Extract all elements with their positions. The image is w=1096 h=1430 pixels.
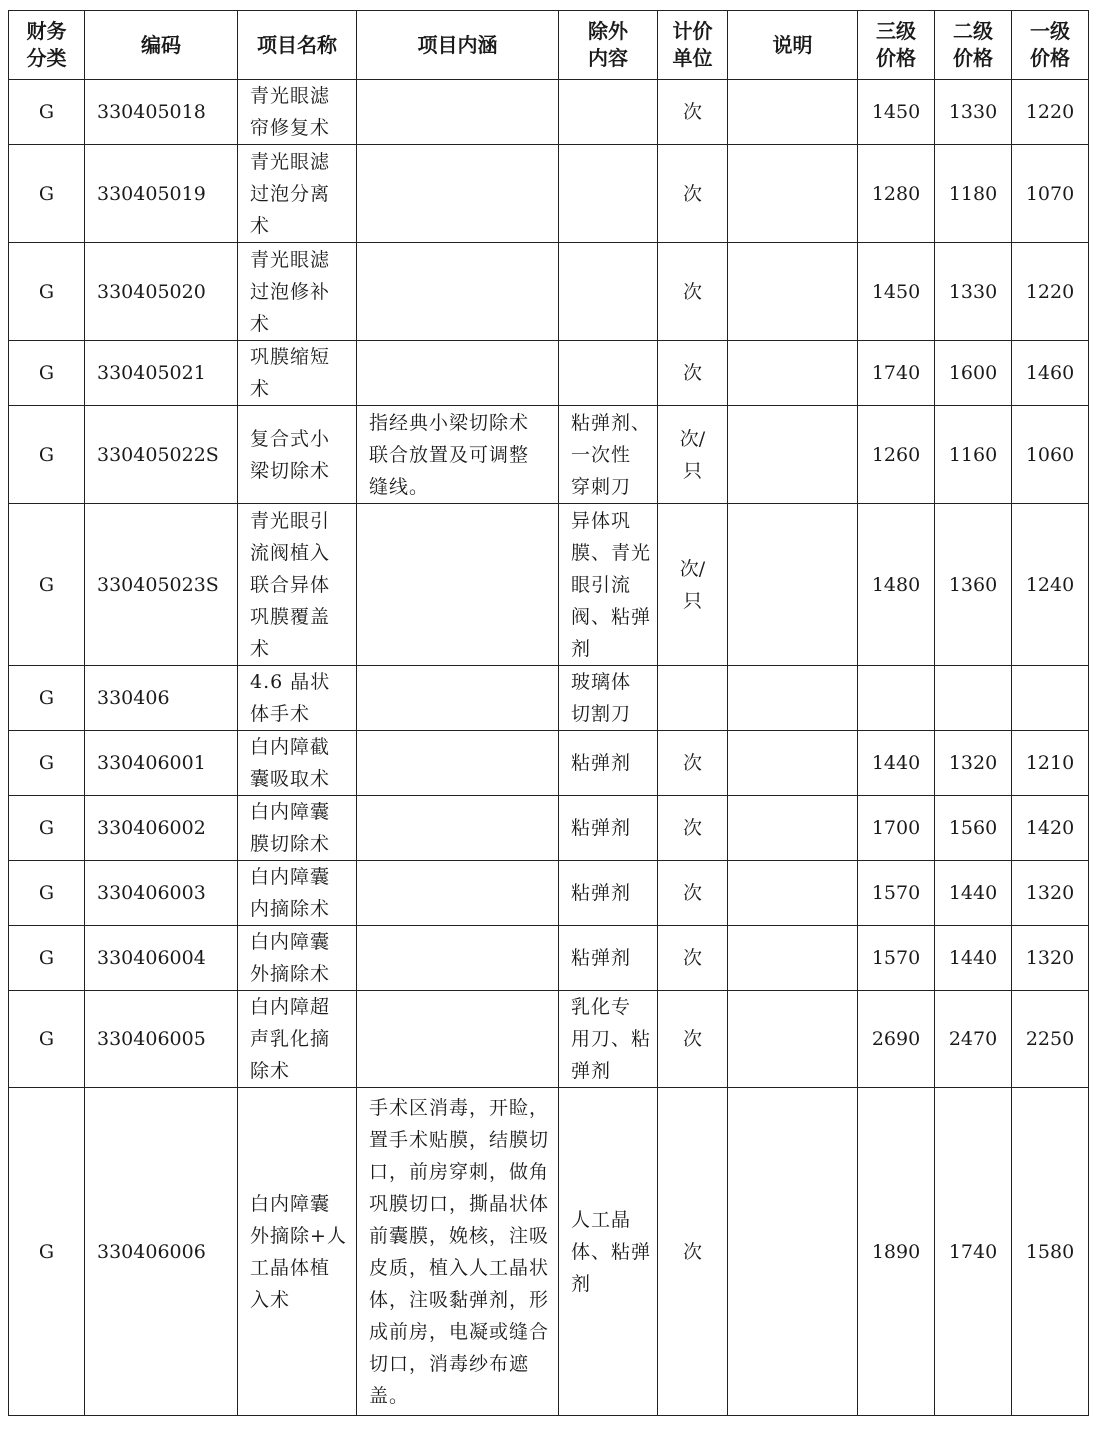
cell-unit: 次/ 只	[658, 504, 728, 666]
cell-price3	[858, 666, 935, 731]
cell-content	[357, 731, 559, 796]
cell-category: G	[9, 243, 85, 341]
header-excluded: 除外 内容	[559, 11, 658, 80]
cell-content	[357, 243, 559, 341]
cell-price1: 1220	[1012, 80, 1089, 145]
cell-excluded: 粘弹剂	[559, 861, 658, 926]
cell-unit: 次	[658, 1088, 728, 1416]
table-row	[9, 406, 1089, 504]
cell-code: 330406003	[85, 861, 238, 926]
cell-price2: 1600	[935, 341, 1012, 406]
cell-code: 330405018	[85, 80, 238, 145]
cell-excluded: 乳化专 用刀、粘 弹剂	[559, 991, 658, 1088]
cell-name: 白内障囊 外摘除+人 工晶体植 入术	[238, 1088, 357, 1416]
cell-note	[728, 80, 858, 145]
cell-price1: 1320	[1012, 926, 1089, 991]
cell-note	[728, 243, 858, 341]
cell-name: 白内障囊 膜切除术	[238, 796, 357, 861]
cell-category: G	[9, 1088, 85, 1416]
header-code: 编码	[85, 11, 238, 80]
header-price2: 二级 价格	[935, 11, 1012, 80]
header-price1: 一级 价格	[1012, 11, 1089, 80]
cell-category: G	[9, 861, 85, 926]
cell-content	[357, 926, 559, 991]
cell-unit: 次	[658, 80, 728, 145]
cell-price3: 1280	[858, 145, 935, 243]
cell-unit	[658, 666, 728, 731]
table-row	[9, 926, 1089, 991]
cell-price1: 1210	[1012, 731, 1089, 796]
cell-category: G	[9, 991, 85, 1088]
cell-unit: 次	[658, 926, 728, 991]
header-unit: 计价 单位	[658, 11, 728, 80]
cell-price3: 1890	[858, 1088, 935, 1416]
table-row	[9, 731, 1089, 796]
cell-content	[357, 666, 559, 731]
cell-price1: 1070	[1012, 145, 1089, 243]
table-row	[9, 80, 1089, 145]
header-note: 说明	[728, 11, 858, 80]
cell-name: 巩膜缩短 术	[238, 341, 357, 406]
cell-code: 330406004	[85, 926, 238, 991]
cell-price2: 1160	[935, 406, 1012, 504]
cell-excluded	[559, 243, 658, 341]
cell-price1: 1420	[1012, 796, 1089, 861]
cell-name: 青光眼滤 帘修复术	[238, 80, 357, 145]
cell-excluded	[559, 145, 658, 243]
cell-unit: 次	[658, 145, 728, 243]
cell-price3: 1450	[858, 243, 935, 341]
cell-excluded: 粘弹剂	[559, 926, 658, 991]
cell-price2: 1330	[935, 243, 1012, 341]
cell-code: 330405019	[85, 145, 238, 243]
cell-price2: 1360	[935, 504, 1012, 666]
cell-excluded: 玻璃体 切割刀	[559, 666, 658, 731]
cell-price1: 1060	[1012, 406, 1089, 504]
cell-code: 330406005	[85, 991, 238, 1088]
cell-price3: 2690	[858, 991, 935, 1088]
cell-note	[728, 145, 858, 243]
cell-price3: 1570	[858, 926, 935, 991]
cell-price1: 1580	[1012, 1088, 1089, 1416]
table-row	[9, 796, 1089, 861]
cell-price3: 1260	[858, 406, 935, 504]
cell-price2: 2470	[935, 991, 1012, 1088]
cell-excluded	[559, 80, 658, 145]
cell-price1: 1240	[1012, 504, 1089, 666]
cell-category: G	[9, 504, 85, 666]
cell-content: 指经典小梁切除术 联合放置及可调整 缝线。	[357, 406, 559, 504]
cell-price2	[935, 666, 1012, 731]
table-row	[9, 991, 1089, 1088]
cell-unit: 次/ 只	[658, 406, 728, 504]
cell-note	[728, 1088, 858, 1416]
header-price3: 三级 价格	[858, 11, 935, 80]
cell-category: G	[9, 926, 85, 991]
cell-category: G	[9, 406, 85, 504]
cell-note	[728, 861, 858, 926]
cell-price3: 1480	[858, 504, 935, 666]
cell-content	[357, 341, 559, 406]
cell-price1	[1012, 666, 1089, 731]
cell-excluded: 粘弹剂	[559, 731, 658, 796]
cell-price1: 2250	[1012, 991, 1089, 1088]
cell-code: 330405022S	[85, 406, 238, 504]
cell-name: 青光眼引 流阀植入 联合异体 巩膜覆盖 术	[238, 504, 357, 666]
cell-code: 330405020	[85, 243, 238, 341]
cell-name: 4.6 晶状 体手术	[238, 666, 357, 731]
cell-note	[728, 926, 858, 991]
cell-price1: 1220	[1012, 243, 1089, 341]
header-name: 项目名称	[238, 11, 357, 80]
cell-code: 330406	[85, 666, 238, 731]
cell-unit: 次	[658, 341, 728, 406]
cell-code: 330405021	[85, 341, 238, 406]
cell-note	[728, 731, 858, 796]
cell-code: 330406006	[85, 1088, 238, 1416]
cell-name: 白内障超 声乳化摘 除术	[238, 991, 357, 1088]
cell-price3: 1570	[858, 861, 935, 926]
cell-category: G	[9, 145, 85, 243]
table-row	[9, 145, 1089, 243]
price-table	[8, 10, 1089, 1416]
cell-excluded	[559, 341, 658, 406]
cell-content: 手术区消毒，开睑， 置手术贴膜，结膜切 口，前房穿刺，做角 巩膜切口，撕晶状体 前囊膜，娩核，注吸 皮质，植入人工晶状 体，注吸黏弹剂，形 成前房，电凝或缝合 切口，消毒纱布遮 盖。	[357, 1088, 559, 1416]
cell-price2: 1440	[935, 861, 1012, 926]
cell-price2: 1330	[935, 80, 1012, 145]
cell-price2: 1560	[935, 796, 1012, 861]
table-row	[9, 861, 1089, 926]
cell-note	[728, 666, 858, 731]
cell-price1: 1320	[1012, 861, 1089, 926]
header-content: 项目内涵	[357, 11, 559, 80]
cell-name: 白内障截 囊吸取术	[238, 731, 357, 796]
cell-content	[357, 80, 559, 145]
cell-unit: 次	[658, 731, 728, 796]
header-category: 财务 分类	[9, 11, 85, 80]
cell-category: G	[9, 731, 85, 796]
cell-price3: 1740	[858, 341, 935, 406]
cell-code: 330406001	[85, 731, 238, 796]
cell-note	[728, 341, 858, 406]
cell-price3: 1440	[858, 731, 935, 796]
cell-category: G	[9, 796, 85, 861]
cell-note	[728, 991, 858, 1088]
table-row	[9, 666, 1089, 731]
cell-price1: 1460	[1012, 341, 1089, 406]
table-row	[9, 243, 1089, 341]
cell-price3: 1700	[858, 796, 935, 861]
cell-category: G	[9, 80, 85, 145]
cell-name: 青光眼滤 过泡修补 术	[238, 243, 357, 341]
header-row	[9, 11, 1089, 80]
cell-content	[357, 504, 559, 666]
cell-content	[357, 861, 559, 926]
table-row	[9, 504, 1089, 666]
cell-code: 330405023S	[85, 504, 238, 666]
table-row	[9, 1088, 1089, 1416]
cell-note	[728, 504, 858, 666]
cell-excluded: 人工晶 体、粘弹 剂	[559, 1088, 658, 1416]
table-row	[9, 341, 1089, 406]
cell-price2: 1320	[935, 731, 1012, 796]
cell-name: 白内障囊 内摘除术	[238, 861, 357, 926]
cell-unit: 次	[658, 796, 728, 861]
cell-excluded: 异体巩 膜、青光 眼引流 阀、粘弹 剂	[559, 504, 658, 666]
cell-content	[357, 991, 559, 1088]
cell-code: 330406002	[85, 796, 238, 861]
cell-excluded: 粘弹剂	[559, 796, 658, 861]
cell-unit: 次	[658, 991, 728, 1088]
cell-price3: 1450	[858, 80, 935, 145]
cell-category: G	[9, 666, 85, 731]
cell-name: 青光眼滤 过泡分离 术	[238, 145, 357, 243]
cell-unit: 次	[658, 861, 728, 926]
cell-name: 白内障囊 外摘除术	[238, 926, 357, 991]
cell-note	[728, 796, 858, 861]
cell-unit: 次	[658, 243, 728, 341]
cell-content	[357, 796, 559, 861]
cell-excluded: 粘弹剂、 一次性 穿刺刀	[559, 406, 658, 504]
cell-price2: 1180	[935, 145, 1012, 243]
cell-price2: 1440	[935, 926, 1012, 991]
cell-category: G	[9, 341, 85, 406]
cell-content	[357, 145, 559, 243]
cell-price2: 1740	[935, 1088, 1012, 1416]
cell-note	[728, 406, 858, 504]
cell-name: 复合式小 梁切除术	[238, 406, 357, 504]
